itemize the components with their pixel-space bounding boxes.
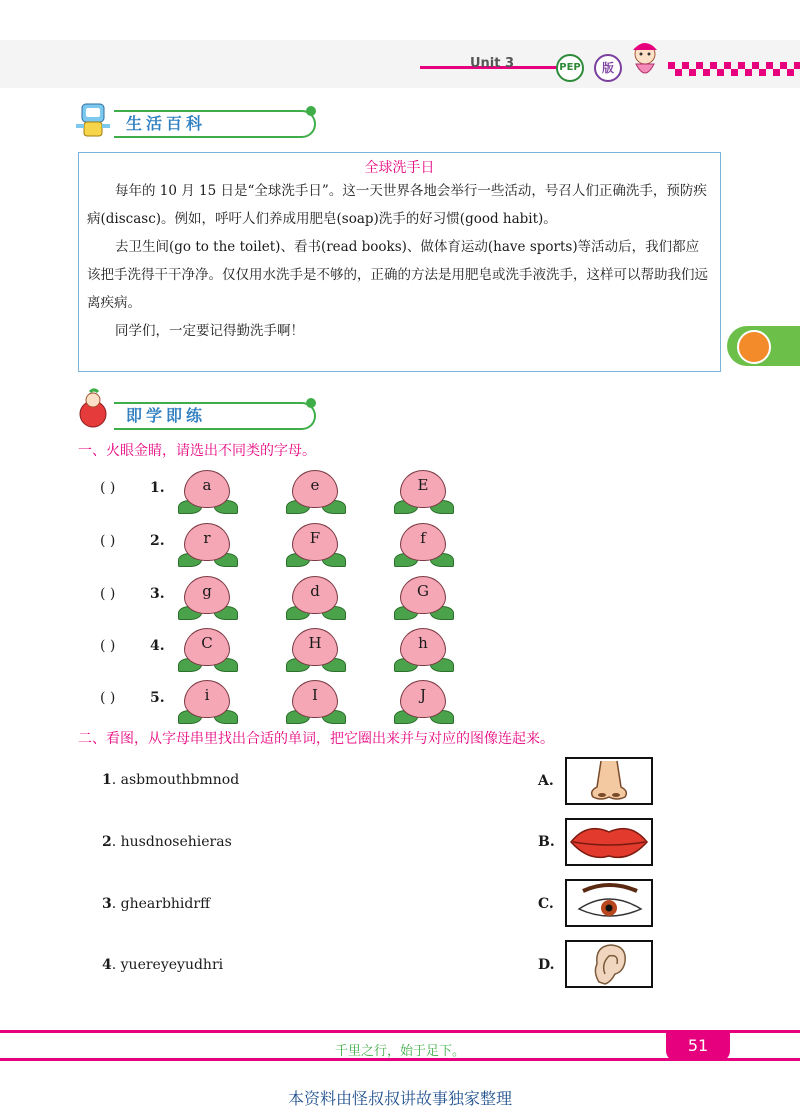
letter-text: d (310, 582, 320, 600)
question-number: 4. (150, 638, 165, 654)
q2-heading: 二、看图，从字母串里找出合适的单词，把它圈出来并与对应的图像连起来。 (78, 731, 554, 747)
picture-box-d[interactable] (565, 940, 653, 988)
letter-text: a (202, 476, 212, 494)
page-number: 51 (666, 1030, 730, 1061)
peach-letter-card[interactable] (178, 628, 236, 672)
peach-letter-card[interactable] (286, 470, 344, 514)
info-box (78, 152, 721, 372)
apple-kid-icon (70, 388, 116, 434)
section-title-practice: 即学即练 (126, 406, 207, 425)
letter-text: e (310, 476, 320, 494)
answer-blank[interactable]: ( ) (100, 690, 116, 706)
peach-letter-card[interactable] (286, 628, 344, 672)
peach-letter-card[interactable] (394, 680, 452, 724)
credit-line: 本资料由怪叔叔讲故事独家整理 (287, 1089, 512, 1108)
letter-text: H (308, 634, 322, 652)
section-title-life: 生活百科 (126, 114, 207, 133)
letter-text: I (312, 686, 318, 704)
letter-text: C (201, 634, 213, 652)
checker-pattern (668, 62, 800, 76)
info-paragraph-2: 去卫生间(go to the toilet)、看书(read books)、做体育运动(have sports)等活动后，我们都应该把手洗得干干净净。仅仅用水洗手是不够的，正确的方法是用肥皂或洗手液洗手，这样可以帮助我们远离疾病。 (87, 239, 708, 311)
mouth-icon (567, 820, 651, 864)
option-a-label: A. (538, 773, 554, 789)
section-banner-life (70, 106, 330, 140)
girl-mascot-icon (622, 36, 668, 82)
picture-box-b[interactable] (565, 818, 653, 866)
option-d-label: D. (538, 957, 555, 973)
info-paragraph-1: 每年的 10 月 15 日是“全球洗手日”。这一天世界各地会举行一些活动，号召人们正确洗手，预防疾病(discasc)。例如，呼吁人们养成用肥皂(soap)洗手的好习惯(good habit)。 (87, 183, 707, 227)
word-string-2: 2. husdnosehieras (102, 834, 232, 850)
peach-letter-card[interactable] (286, 523, 344, 567)
q1-heading: 一、火眼金睛，请选出不同类的字母。 (78, 443, 316, 459)
option-c-label: C. (538, 896, 554, 912)
answer-blank[interactable]: ( ) (100, 638, 116, 654)
word-string-4: 4. yuereyeyudhri (102, 957, 224, 973)
peach-letter-card[interactable] (394, 523, 452, 567)
peach-letter-card[interactable] (394, 470, 452, 514)
question-number: 2. (150, 533, 165, 549)
peach-letter-card[interactable] (394, 628, 452, 672)
peach-letter-card[interactable] (178, 470, 236, 514)
peach-letter-card[interactable] (286, 576, 344, 620)
option-b-label: B. (538, 834, 555, 850)
letter-text: G (417, 582, 429, 600)
picture-box-c[interactable] (565, 879, 653, 927)
fox-face-icon (737, 330, 771, 364)
letter-text: J (419, 686, 426, 704)
letter-text: f (420, 529, 426, 547)
eye-icon (567, 881, 651, 925)
letter-text: g (202, 582, 212, 600)
letter-text: h (418, 634, 428, 652)
picture-box-a[interactable] (565, 757, 653, 805)
answer-blank[interactable]: ( ) (100, 533, 116, 549)
answer-blank[interactable]: ( ) (100, 480, 116, 496)
letter-text: r (203, 529, 211, 547)
peach-letter-card[interactable] (178, 576, 236, 620)
edition-badge: 版 (594, 54, 622, 82)
info-title: 全球洗手日 (364, 160, 435, 176)
section-banner-practice (70, 398, 330, 432)
info-paragraph-3: 同学们，一定要记得勤洗手啊！ (115, 323, 304, 339)
question-number: 5. (150, 690, 165, 706)
peach-letter-card[interactable] (178, 523, 236, 567)
question-number: 1. (150, 480, 165, 496)
letter-text: i (204, 686, 210, 704)
letter-text: F (309, 529, 321, 547)
word-string-3: 3. ghearbhidrff (102, 896, 211, 912)
peach-letter-card[interactable] (178, 680, 236, 724)
footer-motto: 千里之行，始于足下。 (334, 1044, 465, 1059)
peach-letter-card[interactable] (286, 680, 344, 724)
unit-label: Unit 3 (470, 56, 515, 71)
answer-blank[interactable]: ( ) (100, 586, 116, 602)
peach-letter-card[interactable] (394, 576, 452, 620)
ear-icon (567, 942, 651, 986)
pep-badge: PEP (556, 54, 584, 82)
robot-icon (70, 98, 116, 144)
word-string-1: 1. asbmouthbmnod (102, 772, 240, 788)
nose-icon (567, 759, 651, 803)
question-number: 3. (150, 586, 165, 602)
letter-text: E (417, 476, 429, 494)
